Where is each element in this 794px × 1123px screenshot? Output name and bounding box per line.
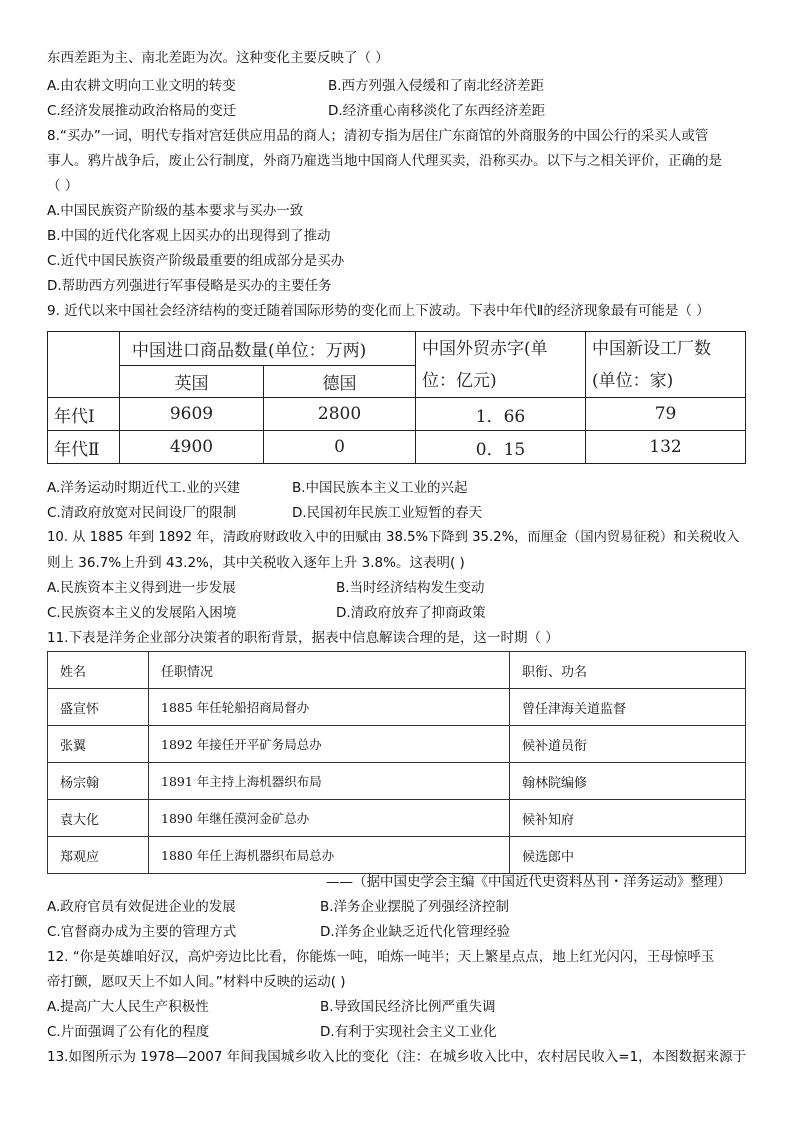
q9-row-2-factory: 132	[586, 431, 746, 464]
q11-row-5-post: 1880 年任上海机器织布局总办	[149, 837, 510, 874]
q9-header-deficit-line-2: 位：亿元)	[422, 370, 497, 391]
q9-header-factory-line-1: 中国新设工厂数	[592, 338, 712, 359]
q13-stem-line-1: 13.如图所示为 1978—2007 年间我国城乡收入比的变化（注：在城乡收入比中，农村居民收入=1，本图数据来源于	[47, 1049, 747, 1065]
q9-data-table	[47, 331, 746, 464]
q10-stem-line-1: 10. 从 1885 年到 1892 年，清政府财政收入中的田赋由 38.5%下降到 35.2%，而厘金（国内贸易征税）和关税收入	[47, 530, 740, 545]
q9-row-1-de: 2800	[264, 398, 416, 431]
q10-option-d[interactable]: D.清政府放弃了抑商政策	[336, 605, 486, 621]
q8-stem-line-2: 事人。鸦片战争后，废止公行制度，外商乃雇选当地中国商人代理买卖，沿称买办。以下与之相关评价，正确的是	[47, 153, 722, 169]
q9-option-d[interactable]: D.民国初年民族工业短暂的春天	[292, 505, 483, 521]
q11-row-5-rank: 候选郎中	[510, 837, 746, 874]
q11-header-post: 任职情况	[149, 652, 510, 689]
q8-option-a[interactable]: A.中国民族资产阶级的基本要求与买办一致	[47, 203, 304, 219]
q11-row-4-post: 1890 年继任漠河金矿总办	[149, 800, 510, 837]
q9-row-1-factory: 79	[586, 398, 746, 431]
q7-option-d[interactable]: D.经济重心南移淡化了东西经济差距	[328, 103, 546, 119]
q11-row-1-post: 1885 年任轮船招商局督办	[149, 689, 510, 726]
q10-option-a[interactable]: A.民族资本主义得到进一步发展	[47, 580, 236, 596]
q11-row-1-name: 盛宣怀	[48, 689, 149, 726]
q11-header-rank: 职衔、功名	[510, 652, 746, 689]
q9-row-1-label: 年代Ⅰ	[48, 398, 120, 431]
q11-header-name: 姓名	[48, 652, 149, 689]
q9-table-corner	[48, 332, 120, 398]
q11-row-3-rank: 翰林院编修	[510, 763, 746, 800]
q9-option-a[interactable]: A.洋务运动时期近代工.业的兴建	[47, 480, 241, 496]
q8-stem-line-1: 8.“买办”一词，明代专指对宫廷供应用品的商人；清初专指为居住广东商馆的外商服务的中国公行的采买人或管	[47, 128, 709, 144]
q7-option-a[interactable]: A.由农耕文明向工业文明的转变	[47, 78, 236, 94]
q11-option-b[interactable]: B.洋务企业摆脱了列强经济控制	[320, 899, 510, 915]
q12-option-d[interactable]: D.有利于实现社会主义工业化	[320, 1024, 497, 1040]
q11-stem: 11.下表是洋务企业部分决策者的职衔背景，据表中信息解读合理的是，这一时期（ ）	[47, 630, 559, 646]
q9-header-factory-line-2: (单位：家)	[592, 370, 674, 391]
q11-option-d[interactable]: D.洋务企业缺乏近代化管理经验	[320, 924, 511, 940]
q9-header-deficit	[416, 332, 586, 398]
q11-row-2-name: 张翼	[48, 726, 149, 763]
q12-stem-line-2: 帝打颤，愿叹天上不如人间。”材料中反映的运动( )	[47, 974, 346, 990]
q11-option-c[interactable]: C.官督商办成为主要的管理方式	[47, 924, 237, 940]
q11-row-5-name: 郑观应	[48, 837, 149, 874]
q11-row-4-rank: 候补知府	[510, 800, 746, 837]
q11-row-4-name: 袁大化	[48, 800, 149, 837]
q8-stem-line-3: （ ）	[47, 178, 79, 194]
q8-option-d[interactable]: D.帮助西方列强进行军事侵略是买办的主要任务	[47, 278, 332, 294]
q11-row-1-rank: 曾任津海关道监督	[510, 689, 746, 726]
q11-row-2-post: 1892 年接任开平矿务局总办	[149, 726, 510, 763]
q10-option-b[interactable]: B.当时经济结构发生变动	[336, 580, 485, 596]
q7-option-b[interactable]: B.西方列强入侵缓和了南北经济差距	[328, 78, 545, 94]
q11-row-3-post: 1891 年主持上海机器织布局	[149, 763, 510, 800]
q9-row-2-label: 年代Ⅱ	[48, 431, 120, 464]
q9-row-2-uk: 4900	[120, 431, 264, 464]
q9-row-2-deficit: 0．15	[416, 431, 586, 464]
q9-option-b[interactable]: B.中国民族本主义工业的兴起	[292, 480, 468, 496]
q7-option-c[interactable]: C.经济发展推动政治格局的变迁	[47, 103, 237, 119]
q12-option-c[interactable]: C.片面强调了公有化的程度	[47, 1024, 210, 1040]
q9-header-uk: 英国	[120, 366, 264, 398]
q9-row-1-uk: 9609	[120, 398, 264, 431]
q10-option-c[interactable]: C.民族资本主义的发展陷入困境	[47, 605, 237, 621]
q10-stem-line-2: 则上 36.7%上升到 43.2%，其中关税收入逐年上升 3.8%。这表明( )	[47, 555, 465, 571]
q11-source-note: ——（据中国史学会主编《中国近代史资料丛刊・洋务运动》整理）	[326, 874, 731, 890]
q9-option-c[interactable]: C.清政府放宽对民间设厂的限制	[47, 505, 237, 521]
q9-header-de: 德国	[264, 366, 416, 398]
q9-row-2-de: 0	[264, 431, 416, 464]
q9-header-factory	[586, 332, 746, 398]
q9-header-import: 中国进口商品数量(单位：万两)	[120, 332, 416, 366]
q9-row-1-deficit: 1．66	[416, 398, 586, 431]
q8-option-c[interactable]: C.近代中国民族资产阶级最重要的组成部分是买办	[47, 253, 345, 269]
q9-stem: 9. 近代以来中国社会经济结构的变迁随着国际形势的变化而上下波动。下表中年代Ⅱ的经济现象最有可能是（ ）	[47, 303, 710, 319]
q9-header-deficit-line-1: 中国外贸赤字(单	[422, 338, 548, 359]
q12-stem-line-1: 12. “你是英雄咱好汉，高炉旁边比比看，你能炼一吨，咱炼一吨半；天上繁星点点，地上红光闪闪，王母惊呼玉	[47, 949, 715, 965]
q11-row-2-rank: 候补道员衔	[510, 726, 746, 763]
q12-option-b[interactable]: B.导致国民经济比例严重失调	[320, 999, 496, 1015]
q7-stem-tail: 东西差距为主、南北差距为次。这种变化主要反映了（ ）	[47, 50, 389, 66]
q11-option-a[interactable]: A.政府官员有效促进企业的发展	[47, 899, 236, 915]
q8-option-b[interactable]: B.中国的近代化客观上因买办的出现得到了推动	[47, 228, 331, 244]
q12-option-a[interactable]: A.提高广大人民生产积极性	[47, 999, 209, 1015]
q11-data-table	[47, 651, 746, 874]
q11-row-3-name: 杨宗翰	[48, 763, 149, 800]
